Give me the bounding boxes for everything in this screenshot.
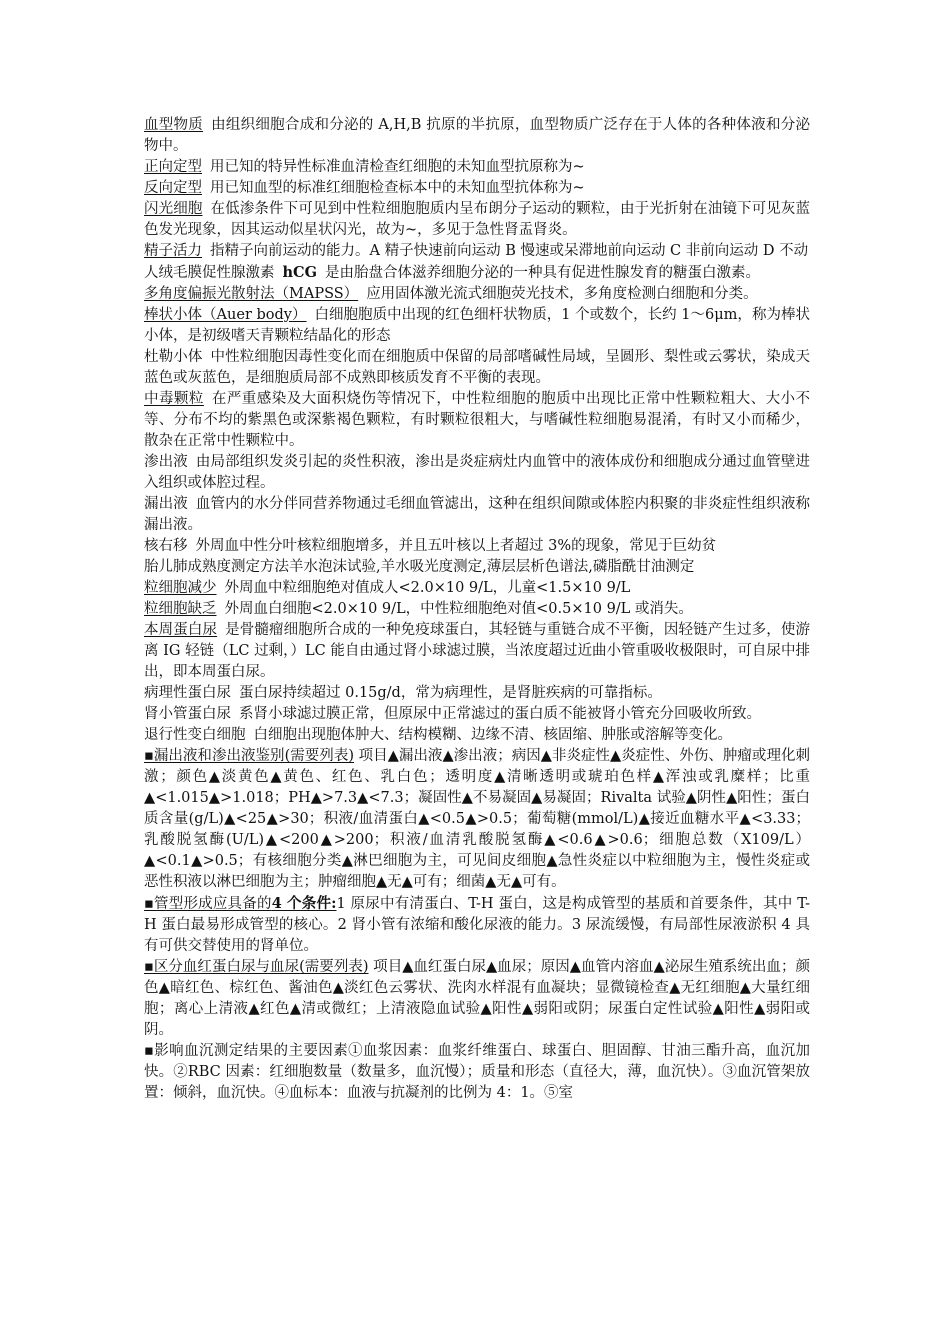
section-heading-text: ▪漏出液和渗出液鉴别: [144, 748, 285, 764]
entry-definition: 在严重感染及大面积烧伤等情况下，中性粒细胞的胞质中出现比正常中性颗粒粗大、大小不等、分布不均的紫黑色或深紫褐色颗粒，有时颗粒很粗大，与嗜碱性粒细胞易混淆，有时又小而稀少，散杂在正常中性颗粒中。: [144, 391, 811, 449]
definition-list: [144, 115, 810, 746]
entry-definition: 系肾小球滤过膜正常，但原尿中正常滤过的蛋白质不能被肾小管充分回吸收所致。: [239, 706, 761, 722]
section-heading: [144, 896, 337, 912]
entry-definition: 是骨髓瘤细胞所合成的一种免疫球蛋白，其轻链与重链合成不平衡，因轻链产生过多，使游离 IG 轻链（LC 过剩，）LC 能自由通过肾小球滤过膜，当浓度超过近曲小管重吸收极限时，可自尿中排出，即本周蛋白尿。: [144, 622, 810, 680]
section-paragraph: [144, 957, 810, 1041]
definition-entry: [144, 452, 810, 494]
section-heading-note: (需要列表): [299, 959, 369, 975]
definition-entry: [144, 704, 810, 725]
entry-term: 核右移: [144, 538, 188, 554]
definition-entry: [144, 578, 810, 599]
entry-definition: 指精子向前运动的能力。A 精子快速前向运动 B 慢速或呆滞地前向运动 C 非前向运动 D 不动: [210, 243, 809, 259]
entry-definition: 血管内的水分伴同营养物通过毛细血管滤出，这种在组织间隙或体腔内积聚的非炎症性组织液称漏出液。: [144, 496, 810, 533]
section-body: 1 原尿中有清蛋白、T-H 蛋白，这是构成管型的基质和首要条件，其中 T-H 蛋白最易形成管型的核心。2 肾小管有浓缩和酸化尿液的能力。3 尿流缓慢，有局部性尿液淤积 4 具有可供交替使用的肾单位。: [144, 896, 810, 954]
definition-entry: [144, 178, 810, 199]
entry-term: 漏出液: [144, 496, 188, 512]
definition-entry: [144, 683, 810, 704]
entry-definition: 外周血中性分叶核粒细胞增多，并且五叶核以上者超过 3%的现象，常见于巨幼贫: [195, 538, 717, 554]
entry-term: 渗出液: [144, 454, 188, 470]
section-heading-bold: 4 个条件:: [271, 895, 337, 912]
entry-term: 中毒颗粒: [144, 391, 204, 407]
definition-entry: [144, 284, 810, 305]
entry-term: 多角度偏振光散射法（MAPSS）: [144, 286, 359, 302]
definition-entry: [144, 305, 810, 347]
section-heading-text: ▪管型形成应具备的: [144, 896, 272, 912]
entry-term-abbrev: hCG: [282, 264, 317, 281]
entry-term: 粒细胞缺乏: [144, 601, 217, 617]
entry-term: 肾小管蛋白尿: [144, 706, 231, 722]
section-heading-note: (需要列表): [284, 748, 355, 764]
definition-entry: [144, 199, 810, 241]
entry-term: 粒细胞减少: [144, 580, 217, 596]
definition-entry: [144, 725, 810, 746]
entry-term: 人绒毛膜促性腺激素: [144, 265, 275, 281]
entry-definition: 中性粒细胞因毒性变化而在细胞质中保留的局部嗜碱性局域，呈圆形、梨性或云雾状，染成天蓝色或灰蓝色，是细胞质局部不成熟即核质发育不平衡的表现。: [144, 349, 810, 386]
entry-term: 病理性蛋白尿: [144, 685, 231, 701]
definition-entry: [144, 347, 810, 389]
definition-entry: [144, 494, 810, 536]
section-list: [144, 746, 810, 1104]
section-heading: [144, 748, 354, 764]
definition-entry: [144, 536, 810, 557]
entry-definition: 用已知血型的标准红细胞检查标本中的未知血型抗体称为~: [210, 180, 585, 196]
section-paragraph: [144, 746, 810, 893]
section-body: 项目▲血红蛋白尿▲血尿；原因▲血管内溶血▲泌尿生殖系统出血；颜色▲暗红色、棕红色、酱油色▲淡红色云雾状、洗肉水样混有血凝块；显微镜检查▲无红细胞▲大量红细胞；离心上清液▲红色▲清或微红；上清液隐血试验▲阳性▲弱阳或阴；尿蛋白定性试验▲阳性▲弱阳或阴。: [144, 959, 810, 1038]
entry-term: 闪光细胞: [144, 201, 203, 217]
definition-entry: [144, 620, 810, 683]
entry-definition: 用已知的特异性标准血清检查红细胞的未知血型抗原称为~: [210, 159, 585, 175]
section-body: ▪影响血沉测定结果的主要因素①血浆因素：血浆纤维蛋白、球蛋白、胆固醇、甘油三酯升高，血沉加快。②RBC 因素：红细胞数量（数量多，血沉慢）；质量和形态（直径大，薄，血沉快）。③血沉管架放置：倾斜，血沉快。④血标本：血液与抗凝剂的比例为 4：1。⑤室: [144, 1043, 810, 1101]
entry-definition: 外周血白细胞<2.0×10 9/L，中性粒细胞绝对值<0.5×10 9/L 或消失。: [224, 601, 693, 617]
entry-term: 血型物质: [144, 117, 204, 133]
entry-term: 反向定型: [144, 180, 202, 196]
section-body: 项目▲漏出液▲渗出液；病因▲非炎症性▲炎症性、外伤、肿瘤或理化刺激；颜色▲淡黄色▲黄色、红色、乳白色；透明度▲清晰透明或琥珀色样▲浑浊或乳糜样；比重▲<1.015▲>1.018；PH▲>7.3▲<7.3；凝固性▲不易凝固▲易凝固；Rivalta 试验▲阴性▲阳性；蛋白质含量(g/L)▲<25▲>30；积液/血清蛋白▲<0.5▲>0.5；葡萄糖(mmol/L)▲接近血糖水平▲<3.33；乳酸脱氢酶(U/L)▲<200▲>200；积液/血清乳酸脱氢酶▲<0.6▲>0.6；细胞总数（X109/L）▲<0.1▲>0.5；有核细胞分类▲淋巴细胞为主，可见间皮细胞▲急性炎症以中粒细胞为主，慢性炎症或恶性积液以淋巴细胞为主；肿瘤细胞▲无▲可有；细菌▲无▲可有。: [144, 748, 810, 890]
definition-entry: [144, 241, 810, 262]
entry-definition: 蛋白尿持续超过 0.15g/d，常为病理性，是肾脏疾病的可靠指标。: [239, 685, 662, 701]
entry-definition: 由组织细胞合成和分泌的 A,H,B 抗原的半抗原，血型物质广泛存在于人体的各种体液和分泌物中。: [144, 117, 810, 154]
entry-definition: 白细胞胞质中出现的红色细杆状物质，1 个或数个，长约 1～6μm，称为棒状小体，是初级嗜天青颗粒结晶化的形态: [144, 307, 810, 344]
entry-term: 精子活力: [144, 243, 202, 259]
entry-definition: 在低渗条件下可见到中性粒细胞胞质内呈布朗分子运动的颗粒，由于光折射在油镜下可见灰蓝色发光现象，因其运动似星状闪光，故为~，多见于急性肾盂肾炎。: [144, 201, 810, 238]
definition-entry: [144, 115, 810, 157]
entry-definition: 是由胎盘合体滋养细胞分泌的一种具有促进性腺发育的糖蛋白激素。: [324, 265, 760, 281]
section-heading-text: ▪区分血红蛋白尿与血尿: [144, 959, 300, 975]
entry-term: 棒状小体（Auer body）: [144, 307, 307, 323]
section-heading: [144, 959, 369, 975]
entry-term: 本周蛋白尿: [144, 622, 218, 638]
entry-definition: 应用固体激光流式细胞荧光技术，多角度检测白细胞和分类。: [366, 286, 758, 302]
entry-term: 正向定型: [144, 159, 202, 175]
entry-term: 杜勒小体: [144, 349, 203, 365]
entry-term: 退行性变白细胞: [144, 727, 246, 743]
definition-entry: [144, 599, 810, 620]
entry-definition: 外周血中粒细胞绝对值成人<2.0×10 9/L，儿童<1.5×10 9/L: [224, 580, 631, 596]
definition-entry: [144, 557, 810, 578]
entry-definition: 白细胞出现胞体肿大、结构模糊、边缘不清、核固缩、肿胀或溶解等变化。: [253, 727, 732, 743]
entry-definition: 由局部组织发炎引起的炎性积液，渗出是炎症病灶内血管中的液体成份和细胞成分通过血管壁进入组织或体腔过程。: [144, 454, 810, 491]
entry-definition: 胎儿肺成熟度测定方法羊水泡沫试验,羊水吸光度测定,薄层层析色谱法,磷脂酰甘油测定: [144, 559, 695, 575]
section-paragraph: [144, 1041, 810, 1104]
definition-entry: [144, 262, 810, 284]
definition-entry: [144, 157, 810, 178]
definition-entry: [144, 389, 810, 452]
document-page: [144, 115, 810, 1104]
section-paragraph: [144, 893, 810, 957]
